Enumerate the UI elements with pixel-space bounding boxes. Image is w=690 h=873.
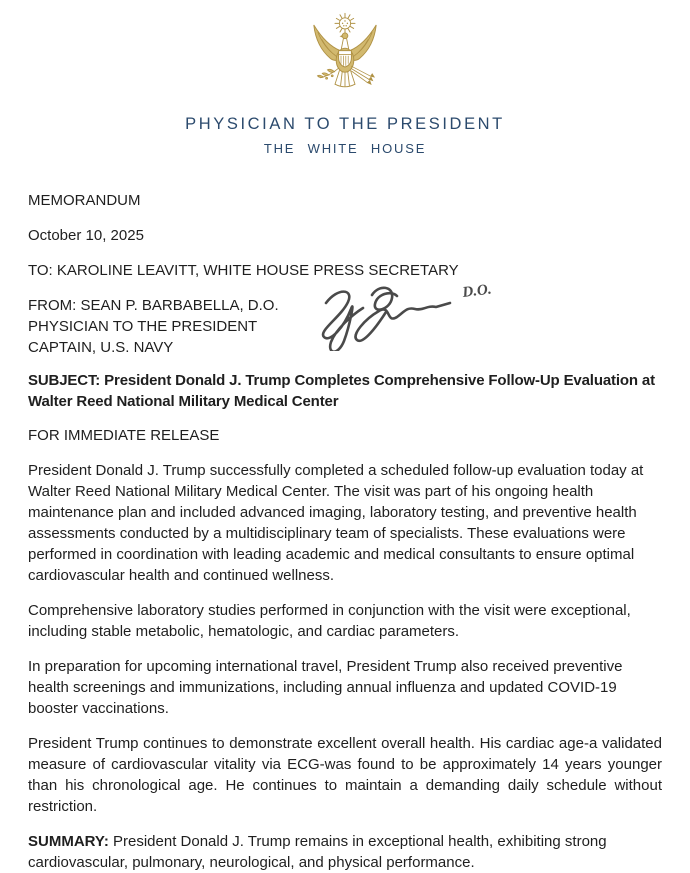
memo-from-rank: CAPTAIN, U.S. NAVY xyxy=(28,339,174,356)
summary-text: President Donald J. Trump remains in exceptional health, exhibiting strong cardiovascular, pulmonary, neurological, and physical performance. xyxy=(28,833,607,871)
memo-body xyxy=(0,190,690,873)
letterhead xyxy=(0,0,690,156)
letterhead-title: PHYSICIAN TO THE PRESIDENT xyxy=(185,115,505,133)
letterhead-subtitle: THE WHITE HOUSE xyxy=(263,141,427,156)
memo-from-block xyxy=(28,281,662,358)
summary-label: SUMMARY: xyxy=(28,833,109,850)
memo-paragraph-2: Comprehensive laboratory studies performed in conjunction with the visit were exceptional, including stable metabolic, hematologic, and cardiac parameters. xyxy=(28,602,631,640)
memo-date: October 10, 2025 xyxy=(28,227,144,244)
memorandum-label: MEMORANDUM xyxy=(28,192,141,209)
memo-paragraph-3: In preparation for upcoming international travel, President Trump also received preventive health screenings and immunizations, including annual influenza and updated COVID-19 booster vaccinations. xyxy=(28,658,623,717)
memo-paragraph-1: President Donald J. Trump successfully completed a scheduled follow-up evaluation today at Walter Reed National Military Medical Center. The visit was part of his ongoing health maintenance plan and included advanced imaging, laboratory testing, and preventive health assessments conducted by a multidisciplinary team of specialists. These evaluations were performed in coordination with leading academic and medical consultants to ensure optimal cardiovascular health and continued wellness. xyxy=(28,462,644,584)
memo-to-line: TO: KAROLINE LEAVITT, WHITE HOUSE PRESS SECRETARY xyxy=(28,262,459,279)
release-line: FOR IMMEDIATE RELEASE xyxy=(28,427,220,444)
signature-degree-annotation: D.O. xyxy=(461,281,493,301)
memo-from-line: FROM: SEAN P. BARBABELLA, D.O. xyxy=(28,297,279,314)
memo-summary xyxy=(28,831,662,873)
memo-paragraph-4: President Trump continues to demonstrate excellent overall health. His cardiac age-a validated measure of cardiovascular vitality via ECG-was found to be approximately 14 years younger than his chronological age. He continues to maintain a demanding daily schedule without restriction. xyxy=(28,735,662,815)
us-great-seal-eagle-icon xyxy=(297,10,393,104)
memo-from-title: PHYSICIAN TO THE PRESIDENT xyxy=(28,318,258,335)
memo-subject-line: SUBJECT: President Donald J. Trump Completes Comprehensive Follow-Up Evaluation at Walter Reed National Military Medical Center xyxy=(28,372,655,410)
